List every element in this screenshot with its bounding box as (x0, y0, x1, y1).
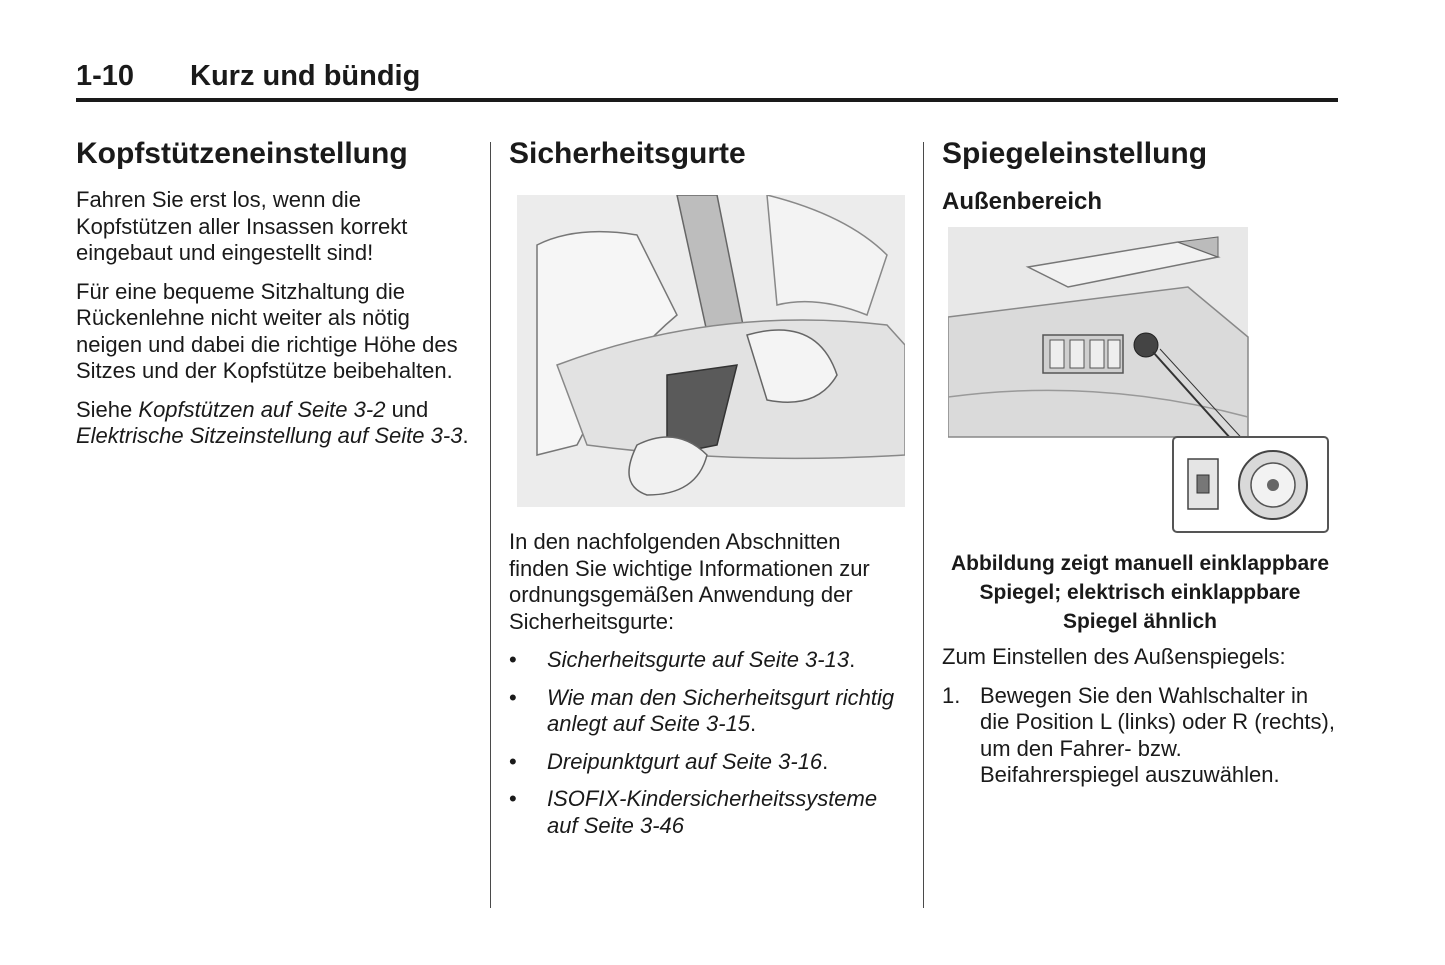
paragraph: In den nachfolgenden Abschnitten finden Sie wichtige Informationen zur ordnungsgemäßen Anwendung der Sicherheitsgurte: (509, 529, 870, 634)
section-heading-seatbelts: Sicherheitsgurte (509, 137, 746, 170)
list-item: • ISOFIX-Kindersicherheitssysteme auf Seite 3-46 (509, 786, 878, 838)
column-seatbelts (509, 135, 904, 850)
list-item: • Sicherheitsgurte auf Seite 3-13. (509, 647, 856, 672)
steps-list (942, 683, 1338, 789)
reference-link[interactable]: Elektrische Sitzeinstellung auf Seite 3-3 (76, 423, 463, 448)
section-heading-mirrors: Spiegeleinstellung (942, 137, 1208, 170)
figure-caption: Abbildung zeigt manuell einklappbare Spiegel; elektrisch einklappbare Spiegel ähnlich (950, 552, 1330, 633)
reference-link[interactable]: ISOFIX-Kindersicherheitssysteme auf Seite 3-46 (547, 786, 878, 838)
list-item: 1. Bewegen Sie den Wahlschalter in die Position L (links) oder R (rechts), um den Fahrer- bzw. Beifahrerspiegel auszuwählen. (942, 682, 1335, 787)
reference-link[interactable]: Sicherheitsgurte auf Seite 3-13 (547, 647, 850, 672)
page-header (76, 58, 1338, 102)
reference-link[interactable]: Dreipunktgurt auf Seite 3-16 (547, 748, 823, 774)
paragraph: Zum Einstellen des Außenspiegels: (942, 644, 1286, 669)
page-number: 1-10 (76, 60, 135, 92)
chapter-title: Kurz und bündig (190, 60, 421, 92)
column-headrest (76, 135, 476, 462)
subheading-exterior: Außenbereich (942, 188, 1103, 215)
section-heading-headrest: Kopfstützeneinstellung (76, 137, 408, 170)
reference-link[interactable]: Wie man den Sicherheitsgurt richtig anlegt auf Seite 3-15 (547, 684, 895, 736)
reference-list (509, 647, 904, 839)
paragraph-references: Siehe Kopfstützen auf Seite 3-2 und Elektrische Sitzeinstellung auf Seite 3-3. (76, 396, 469, 448)
list-item: • Dreipunktgurt auf Seite 3-16. (509, 748, 829, 774)
list-item: • Wie man den Sicherheitsgurt richtig anlegt auf Seite 3-15. (509, 684, 895, 736)
mirror-control-illustration (948, 227, 1336, 539)
paragraph: Für eine bequeme Sitzhaltung die Rückenlehne nicht weiter als nötig neigen und dabei die richtige Höhe des Sitzes und der Kopfstütze beibehalten. (76, 278, 458, 383)
column-mirrors (942, 135, 1338, 789)
column-divider (923, 142, 924, 908)
reference-link[interactable]: Kopfstützen auf Seite 3-2 (138, 396, 386, 422)
seatbelt-illustration (517, 195, 905, 507)
paragraph: Fahren Sie erst los, wenn die Kopfstützen aller Insassen korrekt eingebaut und eingestellt sind! (76, 187, 408, 265)
column-divider (490, 142, 491, 908)
